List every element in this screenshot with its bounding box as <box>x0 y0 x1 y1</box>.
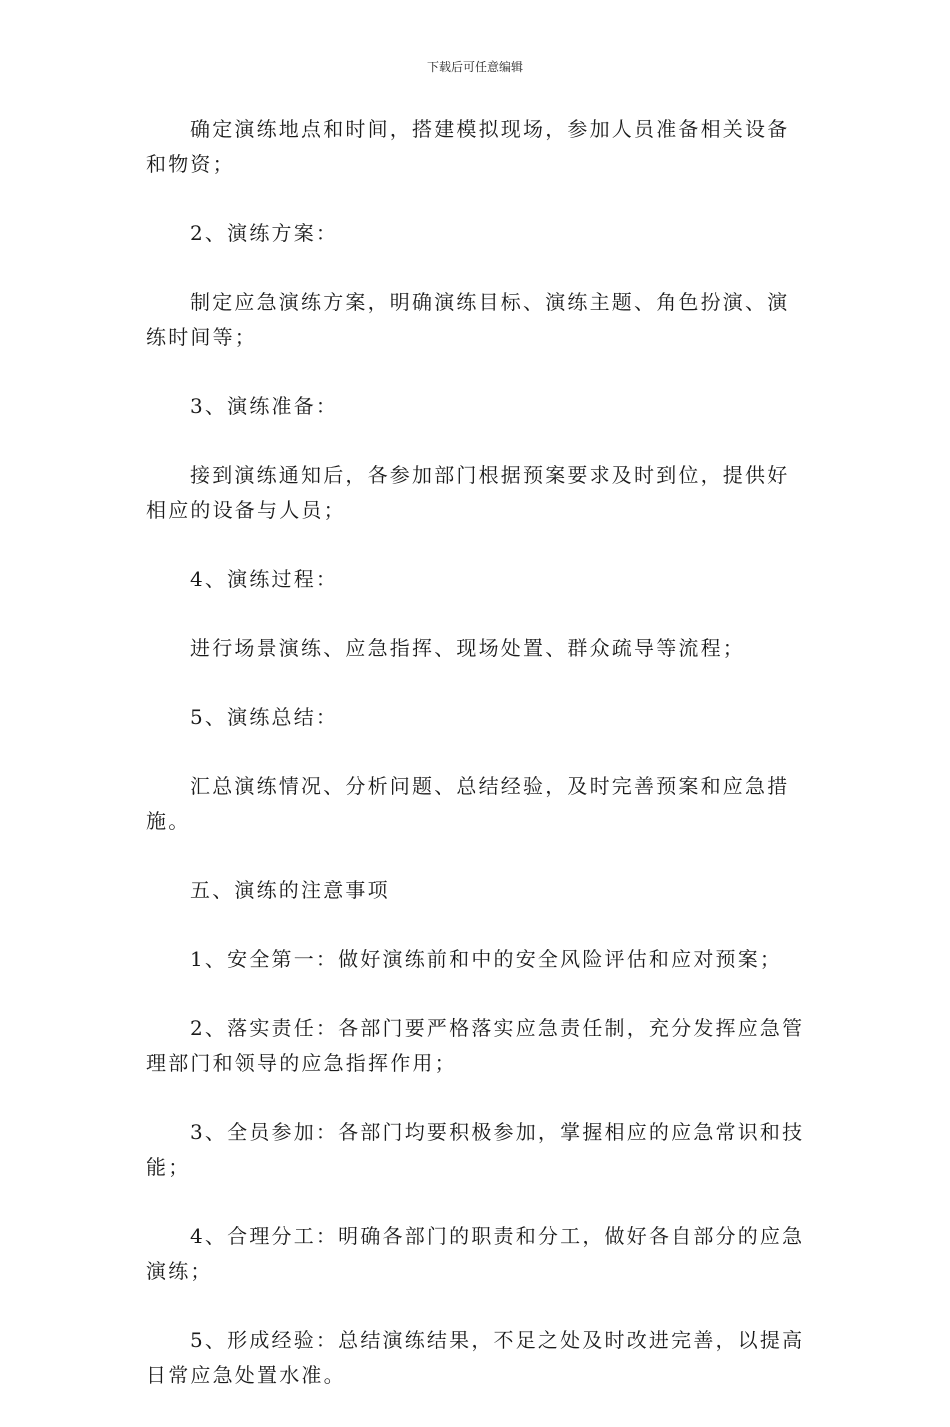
page-header: 下载后可任意编辑 <box>426 60 523 74</box>
paragraph-drill-summary: 汇总演练情况、分析问题、总结经验，及时完善预案和应急措施。 <box>146 774 790 833</box>
heading-drill-summary: 5、演练总结： <box>190 705 339 729</box>
section-heading-precautions: 五、演练的注意事项 <box>190 878 390 902</box>
precaution-item-safety: 1、安全第一：做好演练前和中的安全风险评估和应对预案； <box>190 947 783 971</box>
paragraph-drill-plan: 制定应急演练方案，明确演练目标、演练主题、角色扮演、演练时间等； <box>146 290 790 349</box>
heading-drill-preparation: 3、演练准备： <box>190 394 339 418</box>
paragraph-drill-process: 进行场景演练、应急指挥、现场处置、群众疏导等流程； <box>190 636 745 660</box>
precaution-item-participation: 3、全员参加：各部门均要积极参加，掌握相应的应急常识和技能； <box>146 1120 805 1179</box>
precaution-item-experience: 5、形成经验：总结演练结果，不足之处及时改进完善，以提高日常应急处置水准。 <box>146 1328 805 1387</box>
precaution-item-division: 4、合理分工：明确各部门的职责和分工，做好各自部分的应急演练； <box>146 1224 805 1283</box>
precaution-item-responsibility: 2、落实责任：各部门要严格落实应急责任制，充分发挥应急管理部门和领导的应急指挥作用； <box>146 1016 805 1075</box>
document-body <box>146 112 806 1427</box>
heading-drill-plan: 2、演练方案： <box>190 221 339 245</box>
heading-drill-process: 4、演练过程： <box>190 567 339 591</box>
paragraph-location-time: 确定演练地点和时间，搭建模拟现场，参加人员准备相关设备和物资； <box>146 117 790 176</box>
paragraph-drill-preparation: 接到演练通知后，各参加部门根据预案要求及时到位，提供好相应的设备与人员； <box>146 463 790 522</box>
